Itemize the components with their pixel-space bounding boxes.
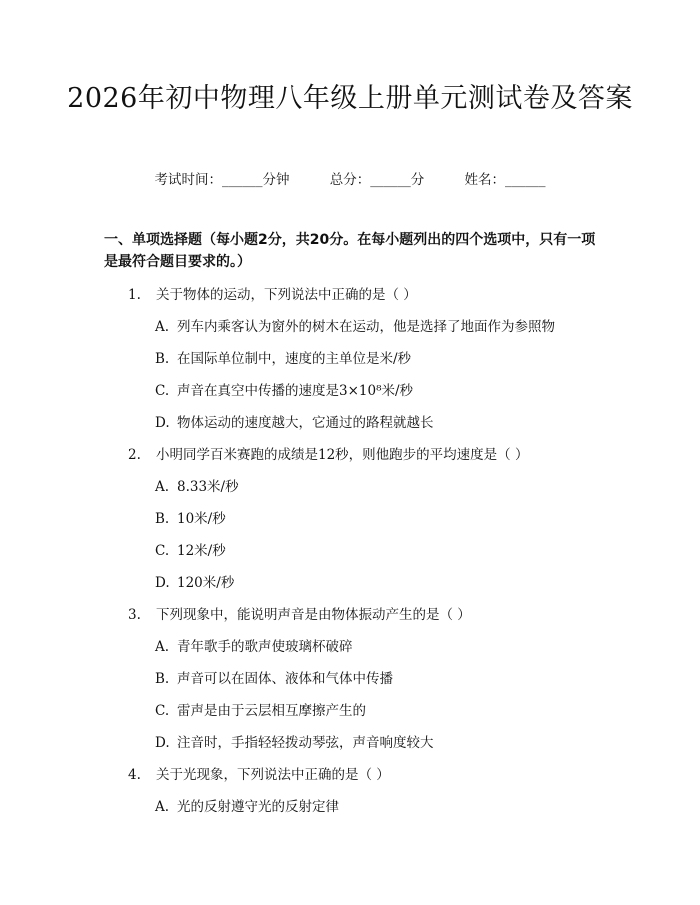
question-2-option-d — [155, 571, 234, 591]
option-label: B. — [155, 671, 170, 687]
option-text: 在国际单位制中，速度的主单位是米/秒 — [177, 351, 412, 367]
question-1-option-d — [155, 411, 434, 431]
option-label: D. — [155, 735, 170, 751]
option-text: 列车内乘客认为窗外的树木在运动，他是选择了地面作为参照物 — [177, 319, 555, 335]
option-label: C. — [155, 543, 170, 559]
exam-meta — [0, 168, 700, 188]
question-text: 关于光现象，下列说法中正确的是（ ） — [156, 767, 390, 783]
question-text: 下列现象中，能说明声音是由物体振动产生的是（ ） — [156, 607, 471, 623]
option-text: 声音可以在固体、液体和气体中传播 — [177, 671, 393, 687]
option-label: D. — [155, 575, 170, 591]
question-1-option-c — [155, 379, 413, 399]
question-number: 2. — [128, 447, 141, 463]
question-2 — [128, 443, 528, 463]
question-text: 关于物体的运动，下列说法中正确的是（ ） — [156, 287, 417, 303]
question-number: 3. — [128, 607, 141, 623]
option-text: 雷声是由于云层相互摩擦产生的 — [177, 703, 366, 719]
option-text: 120米/秒 — [177, 575, 235, 591]
option-label: A. — [155, 639, 170, 655]
option-text: 10米/秒 — [177, 511, 226, 527]
question-3-option-d — [155, 731, 434, 751]
exam-time-field: 考试时间：______分钟 — [154, 172, 290, 188]
option-text: 青年歌手的歌声使玻璃杯破碎 — [177, 639, 353, 655]
option-label: A. — [155, 479, 170, 495]
question-text: 小明同学百米赛跑的成绩是12秒，则他跑步的平均速度是（ ） — [156, 447, 529, 463]
question-3-option-c — [155, 699, 366, 719]
question-2-option-a — [155, 475, 239, 495]
student-name-field: 姓名：______ — [464, 172, 546, 188]
question-1-option-a — [155, 315, 555, 335]
option-text: 物体运动的速度越大，它通过的路程就越长 — [177, 415, 434, 431]
total-score-field: 总分：______分 — [329, 172, 425, 188]
option-label: A. — [155, 799, 170, 815]
option-label: D. — [155, 415, 170, 431]
question-1-option-b — [155, 347, 411, 367]
question-3 — [128, 603, 471, 623]
option-label: A. — [155, 319, 170, 335]
section-heading: 一、单项选择题（每小题2分，共20分。在每小题列出的四个选项中，只有一项是最符合题目要求的。） — [104, 232, 596, 270]
option-label: B. — [155, 511, 170, 527]
option-text: 12米/秒 — [177, 543, 226, 559]
option-text: 8.33米/秒 — [177, 479, 239, 495]
question-4 — [128, 763, 390, 783]
question-1 — [128, 283, 417, 303]
option-label: C. — [155, 383, 170, 399]
question-2-option-c — [155, 539, 226, 559]
option-label: B. — [155, 351, 170, 367]
question-number: 4. — [128, 767, 141, 783]
document-title: 2026年初中物理八年级上册单元测试卷及答案 — [67, 83, 633, 114]
question-2-option-b — [155, 507, 226, 527]
option-text: 光的反射遵守光的反射定律 — [177, 799, 339, 815]
option-text: 声音在真空中传播的速度是3×10⁸米/秒 — [177, 383, 414, 399]
option-label: C. — [155, 703, 170, 719]
question-4-option-a — [155, 795, 339, 815]
question-number: 1. — [128, 287, 141, 303]
option-text: 注音时，手指轻轻拨动琴弦，声音响度较大 — [177, 735, 434, 751]
question-3-option-b — [155, 667, 393, 687]
question-3-option-a — [155, 635, 353, 655]
